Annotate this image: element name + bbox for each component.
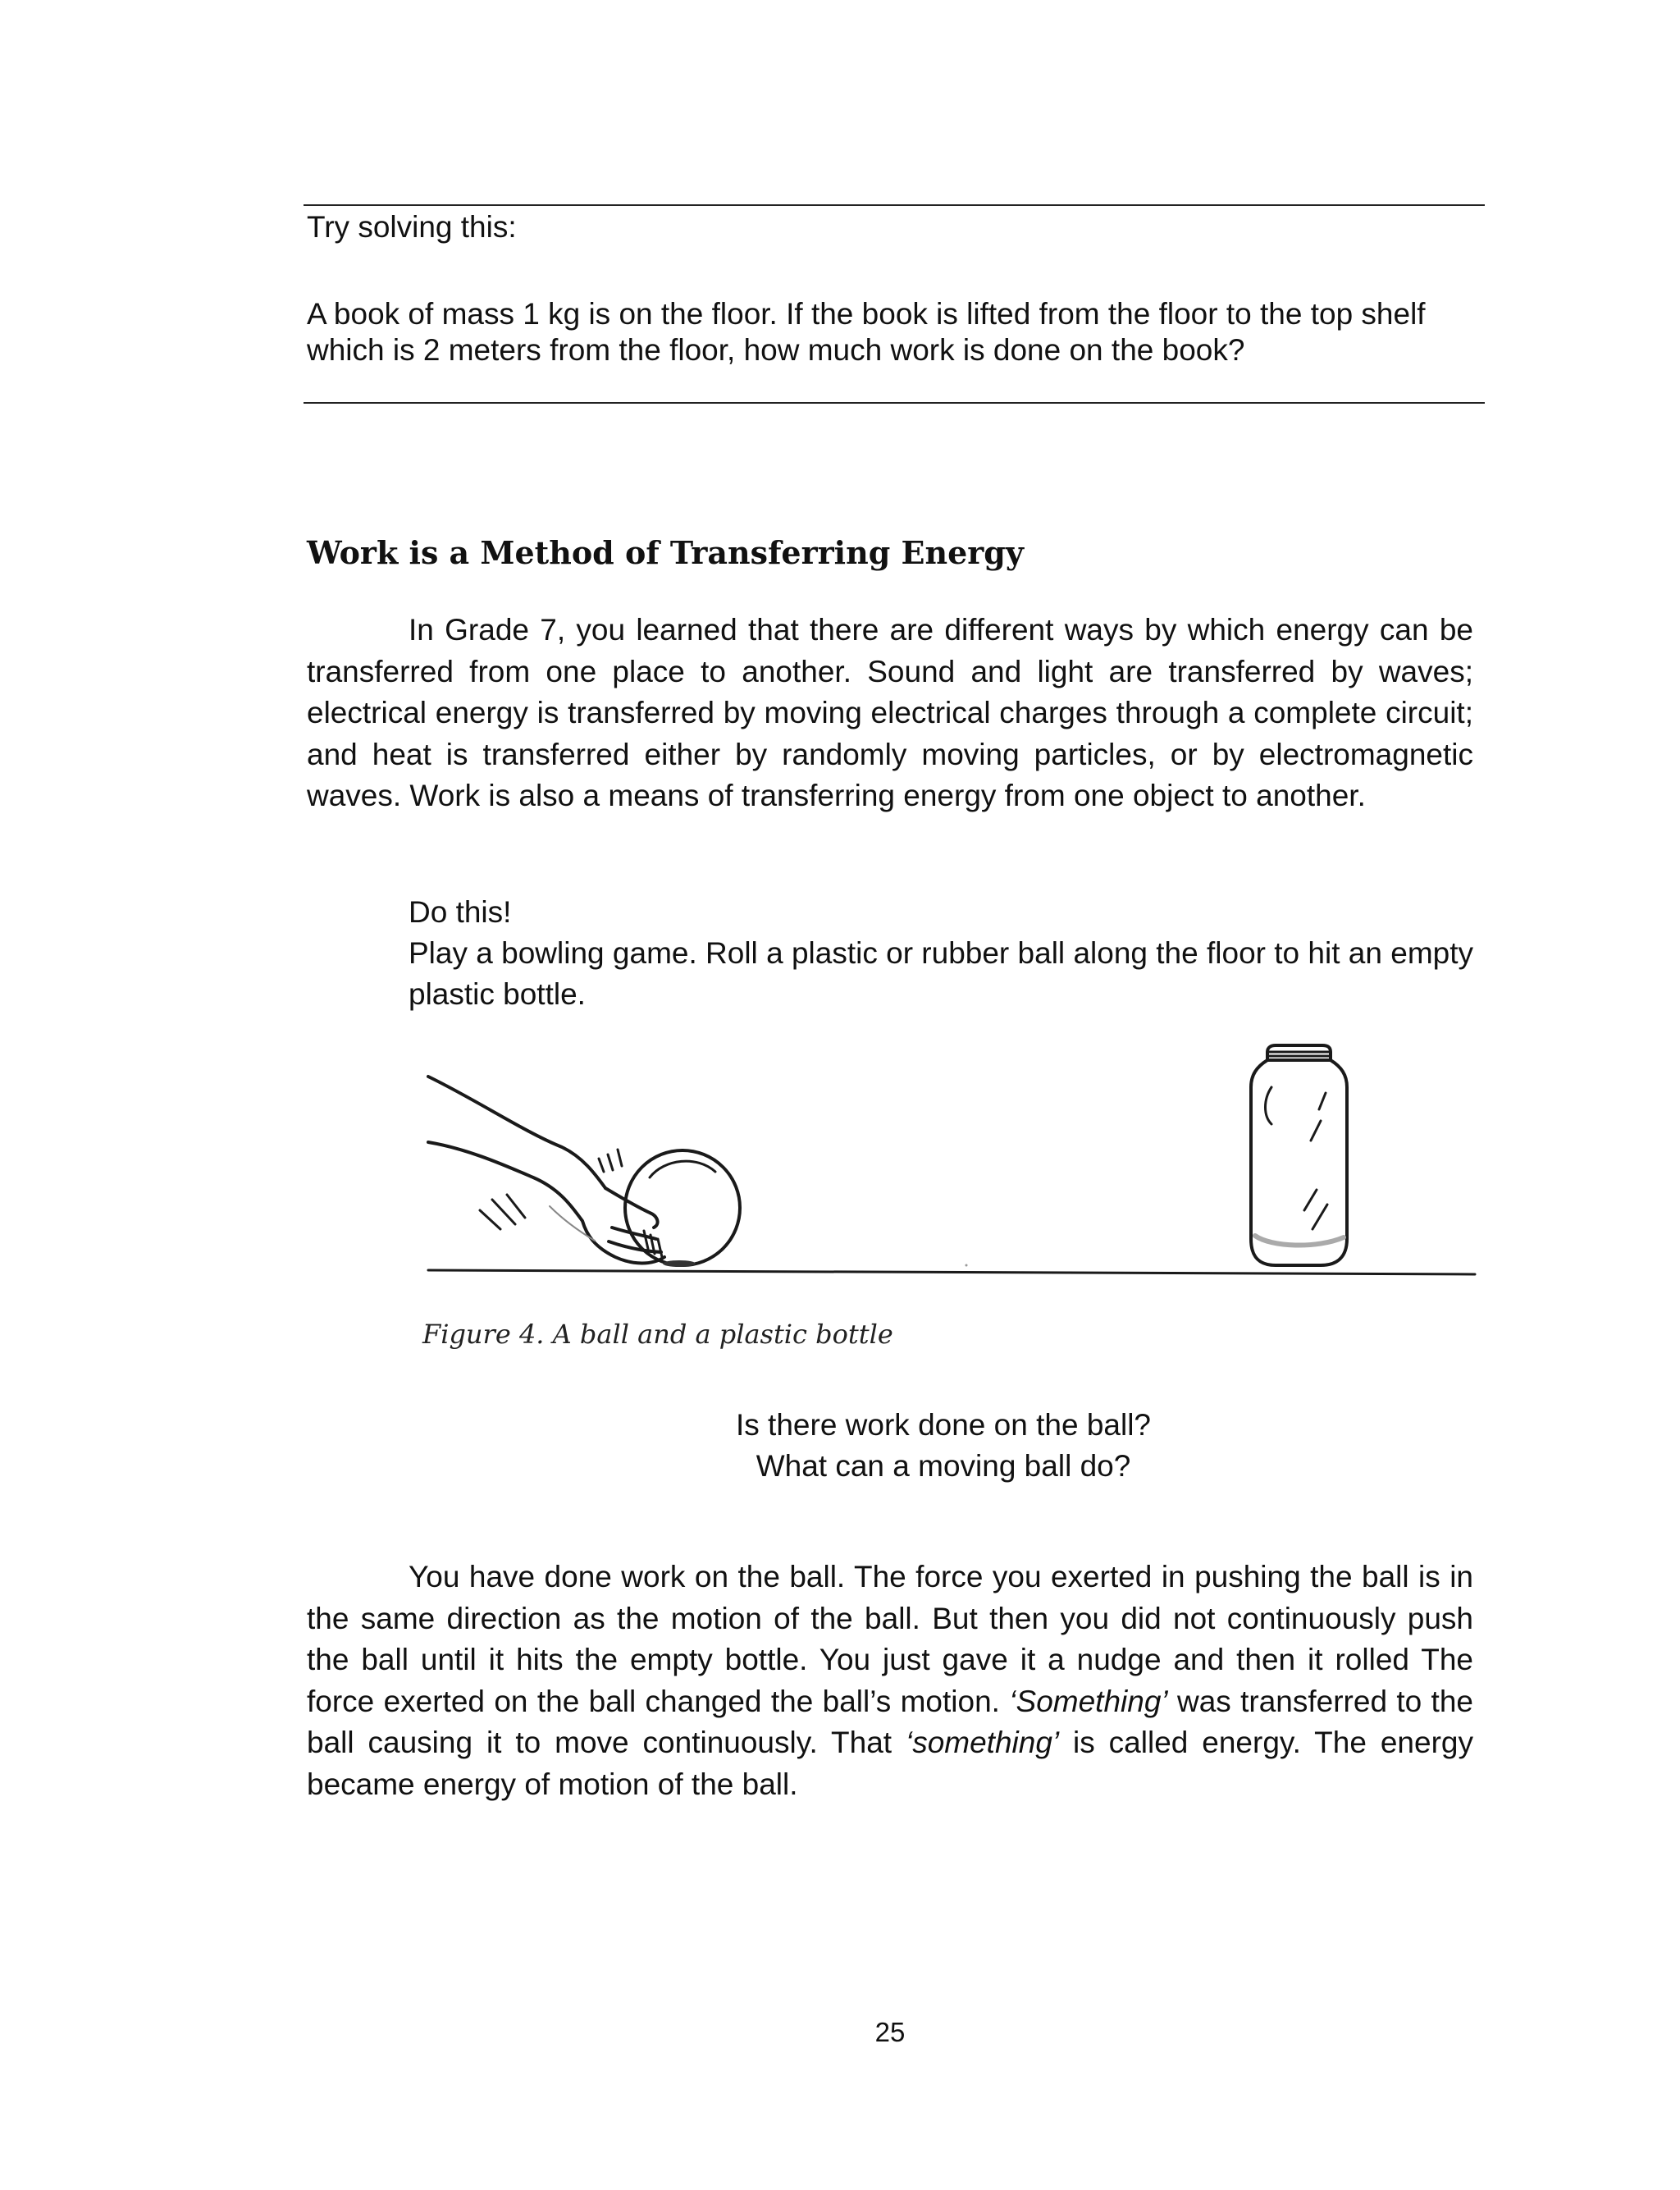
ball-bottle-illustration	[418, 1042, 1485, 1288]
try-problem-line-1: A book of mass 1 kg is on the floor. If the book is lifted from the floor to the top shelf	[307, 297, 1426, 331]
figure-caption: Figure 4. A ball and a plastic bottle	[422, 1319, 893, 1350]
explanation-emphasis-2: ‘something’	[905, 1726, 1060, 1759]
bottle-drawing	[1251, 1045, 1347, 1265]
explanation-emphasis-1: ‘Something’	[1009, 1684, 1168, 1718]
box-bottom-rule	[304, 402, 1485, 404]
explanation-text-3: is called energy. The energy became energy of motion of the ball.	[307, 1726, 1473, 1801]
floor-line	[428, 1270, 1475, 1274]
section-heading: Work is a Method of Transferring Energy	[307, 534, 1024, 571]
explanation-text-1: You have done work on the ball. The force you exerted in pushing the ball is in the same direction as the motion of the ball. But then you did not continuously push the ball until it hits the empty bottle. You just gave it a nudge and then it rolled The force exerted on the ball changed the ball’s motion.	[307, 1560, 1473, 1718]
reflection-questions	[574, 1405, 1312, 1487]
page-number: 25	[874, 2017, 906, 2047]
try-label: Try solving this:	[307, 210, 517, 244]
question-1: Is there work done on the ball?	[736, 1408, 1151, 1442]
activity-instruction: Play a bowling game. Roll a plastic or rubber ball along the floor to hit an empty plastic bottle.	[409, 936, 1473, 1011]
explanation-text-2: was transferred to the ball causing it to move continuously. That	[307, 1684, 1473, 1759]
hand-drawing	[428, 1077, 664, 1264]
explanation-paragraph	[307, 1557, 1473, 1805]
activity-title: Do this!	[409, 895, 512, 929]
box-top-rule	[304, 204, 1485, 206]
question-2: What can a moving ball do?	[756, 1449, 1131, 1483]
intro-paragraph: In Grade 7, you learned that there are different ways by which energy can be transferred from one place to another. Sound and light are transferred by waves; electrical energy is transferred by moving electrical charges through a complete circuit; and heat is transferred either by randomly moving particles, or by electromagnetic waves. Work is also a means of transferring energy from one object to another.	[307, 613, 1473, 812]
try-problem-line-2: which is 2 meters from the floor, how much work is done on the book?	[307, 333, 1245, 367]
